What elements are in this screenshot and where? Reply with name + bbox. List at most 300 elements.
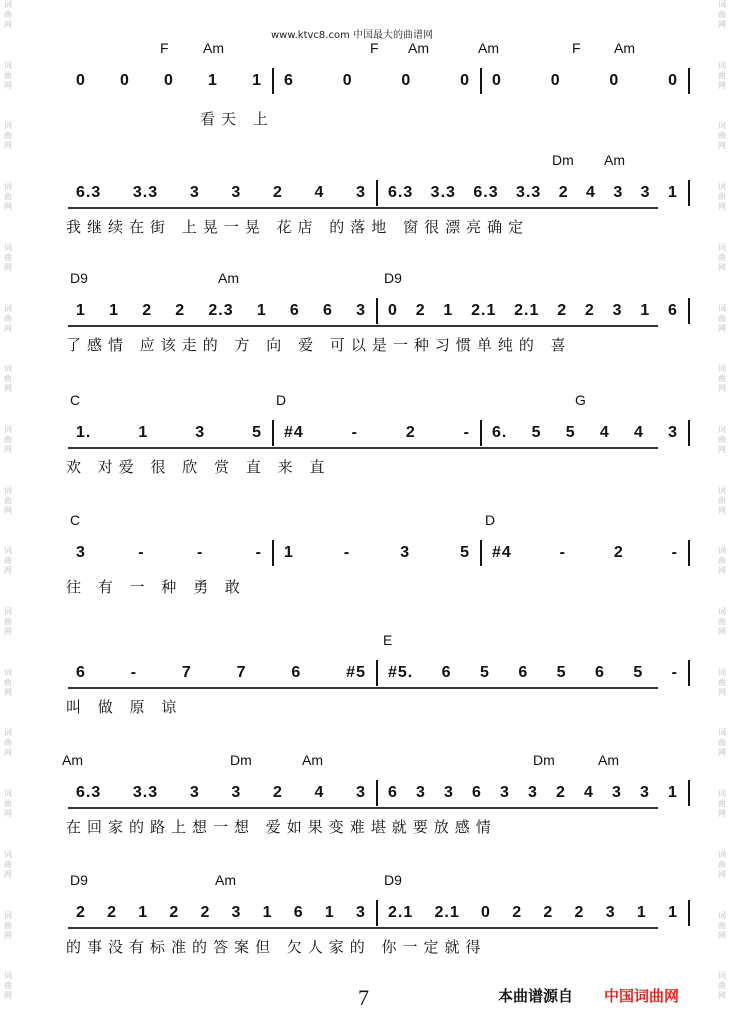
watermark-char: 词 bbox=[718, 303, 726, 313]
watermark-char: 网 bbox=[718, 930, 726, 940]
notation-line bbox=[66, 300, 690, 322]
note: 6 bbox=[668, 302, 678, 319]
measure bbox=[482, 424, 688, 442]
end-bar-line bbox=[688, 900, 690, 926]
note: 6 bbox=[323, 302, 333, 319]
note: 0 bbox=[609, 72, 620, 89]
chord-symbol: Am bbox=[604, 152, 625, 168]
watermark-char: 词 bbox=[718, 789, 726, 799]
watermark-char: 曲 bbox=[4, 192, 12, 202]
watermark-char: 网 bbox=[4, 930, 12, 940]
note: 2.1 bbox=[388, 904, 414, 921]
note: 3.3 bbox=[132, 784, 159, 801]
watermark-char: 词 bbox=[718, 182, 726, 192]
watermark-char: 曲 bbox=[718, 859, 726, 869]
note: 1 bbox=[668, 784, 678, 801]
note: 3 bbox=[231, 784, 242, 801]
note: 7 bbox=[181, 664, 192, 681]
note: 0 bbox=[401, 72, 412, 89]
watermark-char: 网 bbox=[718, 323, 726, 333]
note: 5 bbox=[556, 664, 567, 681]
chord-symbol: D9 bbox=[384, 872, 402, 888]
watermark-char: 网 bbox=[4, 323, 12, 333]
watermark-char: 词 bbox=[4, 242, 12, 252]
watermark-char: 词 bbox=[718, 60, 726, 70]
end-bar-line bbox=[688, 660, 690, 686]
chord-symbol: F bbox=[572, 40, 581, 56]
watermark-char: 网 bbox=[718, 505, 726, 515]
note: #5 bbox=[346, 664, 366, 681]
measure bbox=[66, 664, 376, 682]
note: 3 bbox=[356, 184, 366, 201]
note: #5. bbox=[388, 664, 414, 681]
note: 2 bbox=[142, 302, 153, 319]
watermark-char: 词 bbox=[4, 728, 12, 738]
watermark-char: 曲 bbox=[4, 556, 12, 566]
note: 3 bbox=[356, 302, 366, 319]
time-beam bbox=[68, 807, 658, 809]
watermark-char: 词 bbox=[718, 424, 726, 434]
note: 6 bbox=[518, 664, 529, 681]
lyric-line: 了感情 应该走的 方 向 爱 可以是一种习惯单纯的 喜 bbox=[66, 336, 572, 354]
note: 4 bbox=[633, 424, 644, 441]
watermark-char: 网 bbox=[4, 809, 12, 819]
watermark-char: 词 bbox=[718, 971, 726, 981]
note: 3 bbox=[189, 784, 200, 801]
watermark-char: 词 bbox=[4, 364, 12, 374]
notation-line bbox=[66, 782, 690, 804]
note: 3 bbox=[416, 784, 426, 801]
note: 1 bbox=[636, 904, 647, 921]
note: 3 bbox=[231, 904, 242, 921]
measure bbox=[66, 904, 376, 922]
lyric-line: 我继续在街 上晃一晃 花店 的落地 窗很漂亮确定 bbox=[66, 218, 530, 236]
measure bbox=[378, 302, 688, 320]
watermark-char: 词 bbox=[4, 60, 12, 70]
measure bbox=[378, 184, 688, 202]
note: 5 bbox=[460, 544, 470, 561]
end-bar-line bbox=[688, 420, 690, 446]
note: 2 bbox=[272, 184, 283, 201]
watermark-char: 词 bbox=[718, 0, 726, 9]
watermark-char: 网 bbox=[718, 627, 726, 637]
note: 0 bbox=[481, 904, 491, 921]
note: - bbox=[671, 664, 678, 681]
note: 0 bbox=[164, 72, 174, 89]
chord-symbol: D bbox=[485, 512, 496, 528]
chord-symbol: D9 bbox=[70, 270, 88, 286]
note: 1 bbox=[262, 904, 273, 921]
chord-symbol: Dm bbox=[230, 752, 252, 768]
note: #4 bbox=[492, 544, 512, 561]
note: 2 bbox=[584, 302, 595, 319]
note: 4 bbox=[586, 184, 596, 201]
notation-line bbox=[66, 542, 690, 564]
note: 1 bbox=[138, 424, 149, 441]
chord-symbol: D9 bbox=[384, 270, 402, 286]
note: 5 bbox=[480, 664, 490, 681]
time-beam bbox=[68, 325, 658, 327]
chord-symbol: Am bbox=[215, 872, 236, 888]
watermark-char: 曲 bbox=[4, 252, 12, 262]
note: 4 bbox=[599, 424, 610, 441]
chord-symbol: Am bbox=[218, 270, 239, 286]
end-bar-line bbox=[688, 780, 690, 806]
measure bbox=[378, 904, 688, 922]
time-beam bbox=[68, 687, 658, 689]
watermark-char: 词 bbox=[4, 546, 12, 556]
watermark-char: 词 bbox=[718, 607, 726, 617]
note: 3.3 bbox=[430, 184, 456, 201]
note: 5 bbox=[565, 424, 576, 441]
measure bbox=[66, 544, 272, 562]
watermark-char: 网 bbox=[718, 566, 726, 576]
lyric-line: 欢 对爱 很 欣 赏 直 来 直 bbox=[66, 458, 331, 476]
watermark-char: 网 bbox=[718, 262, 726, 272]
note: 3 bbox=[612, 302, 623, 319]
watermark-char: 网 bbox=[718, 809, 726, 819]
watermark-char: 曲 bbox=[4, 495, 12, 505]
note: 3 bbox=[231, 184, 242, 201]
note: 1 bbox=[109, 302, 119, 319]
note: - bbox=[463, 424, 470, 441]
notation-line bbox=[66, 182, 690, 204]
chord-symbol: Am bbox=[478, 40, 499, 56]
chord-symbol: Dm bbox=[533, 752, 555, 768]
chord-symbol: G bbox=[575, 392, 586, 408]
measure bbox=[378, 784, 688, 802]
notation-line bbox=[66, 70, 690, 92]
note: 0 bbox=[76, 72, 86, 89]
watermark-char: 词 bbox=[4, 424, 12, 434]
watermark-char: 曲 bbox=[4, 738, 12, 748]
note: 1 bbox=[284, 544, 294, 561]
watermark-char: 曲 bbox=[4, 799, 12, 809]
note: 6.3 bbox=[76, 784, 102, 801]
watermark-char: 网 bbox=[4, 627, 12, 637]
note: 2 bbox=[512, 904, 523, 921]
watermark-char: 曲 bbox=[4, 981, 12, 991]
note: 6 bbox=[284, 72, 294, 89]
watermark-char: 曲 bbox=[4, 617, 12, 627]
note: 4 bbox=[584, 784, 594, 801]
note: #4 bbox=[284, 424, 304, 441]
note: 2 bbox=[175, 302, 186, 319]
watermark-char: 网 bbox=[4, 687, 12, 697]
note: 5 bbox=[252, 424, 262, 441]
note: 6 bbox=[293, 904, 304, 921]
note: 2 bbox=[557, 302, 568, 319]
note: 0 bbox=[668, 72, 678, 89]
watermark-char: 词 bbox=[718, 121, 726, 131]
watermark-char: 曲 bbox=[718, 70, 726, 80]
watermark-char: 曲 bbox=[718, 617, 726, 627]
note: 1 bbox=[324, 904, 335, 921]
note: 5 bbox=[531, 424, 542, 441]
watermark-char: 网 bbox=[4, 262, 12, 272]
notation-line bbox=[66, 662, 690, 684]
note: 3 bbox=[528, 784, 538, 801]
measure bbox=[66, 302, 376, 320]
chord-symbol: E bbox=[383, 632, 393, 648]
note: 1 bbox=[138, 904, 149, 921]
note: 2 bbox=[405, 424, 416, 441]
time-beam bbox=[68, 927, 658, 929]
measure bbox=[482, 544, 688, 562]
note: 2 bbox=[415, 302, 426, 319]
note: 3 bbox=[612, 784, 622, 801]
note: 6 bbox=[441, 664, 452, 681]
watermark-char: 曲 bbox=[718, 495, 726, 505]
note: 2 bbox=[200, 904, 211, 921]
lyric-line: 在回家的路上想一想 爱如果变难堪就要放感情 bbox=[66, 818, 497, 836]
note: 2 bbox=[272, 784, 283, 801]
watermark-char: 曲 bbox=[718, 252, 726, 262]
watermark-char: 词 bbox=[4, 789, 12, 799]
watermark-char: 网 bbox=[718, 444, 726, 454]
note: 3 bbox=[640, 184, 651, 201]
note: - bbox=[130, 664, 138, 681]
watermark-char: 网 bbox=[718, 748, 726, 758]
watermark-char: 曲 bbox=[718, 920, 726, 930]
note: - bbox=[351, 424, 358, 441]
watermark-char: 词 bbox=[718, 667, 726, 677]
note: 6 bbox=[472, 784, 482, 801]
watermark-char: 网 bbox=[718, 202, 726, 212]
note: 1 bbox=[640, 302, 651, 319]
watermark-char: 网 bbox=[4, 80, 12, 90]
watermark-char: 词 bbox=[718, 728, 726, 738]
measure bbox=[482, 72, 688, 90]
note: 0 bbox=[492, 72, 502, 89]
note: 2 bbox=[543, 904, 554, 921]
measure bbox=[66, 184, 376, 202]
watermark-char: 网 bbox=[718, 384, 726, 394]
chord-symbol: C bbox=[70, 512, 81, 528]
lyric-line: 往 有 一 种 勇 敢 bbox=[66, 578, 246, 596]
note: 2.3 bbox=[208, 302, 234, 319]
watermark-char: 曲 bbox=[4, 70, 12, 80]
watermark-char: 网 bbox=[4, 444, 12, 454]
lyric-line: 看天 上 bbox=[200, 110, 274, 128]
note: 3 bbox=[668, 424, 678, 441]
watermark-char: 网 bbox=[4, 505, 12, 515]
watermark-char: 曲 bbox=[718, 677, 726, 687]
watermark-char: 网 bbox=[718, 687, 726, 697]
note: 7 bbox=[236, 664, 247, 681]
note: 1 bbox=[76, 302, 86, 319]
watermark-char: 词 bbox=[718, 485, 726, 495]
note: 3.3 bbox=[132, 184, 159, 201]
measure bbox=[66, 784, 376, 802]
watermark-char: 曲 bbox=[4, 313, 12, 323]
measure bbox=[274, 544, 480, 562]
note: 2 bbox=[613, 544, 624, 561]
measure bbox=[66, 72, 272, 90]
watermark-char: 曲 bbox=[718, 131, 726, 141]
note: - bbox=[559, 544, 566, 561]
watermark-char: 曲 bbox=[4, 374, 12, 384]
note: 6.3 bbox=[76, 184, 102, 201]
note: 3 bbox=[356, 784, 366, 801]
note: 6 bbox=[594, 664, 605, 681]
watermark-char: 词 bbox=[4, 485, 12, 495]
watermark-char: 网 bbox=[4, 202, 12, 212]
source-label: 本曲谱源自 bbox=[498, 987, 574, 1005]
note: 3 bbox=[640, 784, 650, 801]
note: 3 bbox=[355, 904, 366, 921]
watermark-char: 曲 bbox=[4, 677, 12, 687]
watermark-char: 网 bbox=[4, 384, 12, 394]
watermark-char: 曲 bbox=[718, 556, 726, 566]
time-beam bbox=[68, 207, 658, 209]
watermark-char: 词 bbox=[4, 303, 12, 313]
measure bbox=[66, 424, 272, 442]
note: 2 bbox=[76, 904, 86, 921]
site-url: www.ktvc8.com 中国最大的曲谱网 bbox=[271, 30, 434, 41]
lyric-line: 的事没有标准的答案但 欠人家的 你一定就得 bbox=[66, 938, 487, 956]
note: 1 bbox=[252, 72, 262, 89]
watermark-char: 曲 bbox=[718, 981, 726, 991]
note: 6 bbox=[291, 664, 302, 681]
measure bbox=[274, 424, 480, 442]
note: 0 bbox=[120, 72, 130, 89]
watermark-char: 网 bbox=[718, 991, 726, 1001]
watermark-char: 网 bbox=[718, 80, 726, 90]
watermark-char: 网 bbox=[4, 566, 12, 576]
watermark-char: 曲 bbox=[718, 738, 726, 748]
note: 3 bbox=[189, 184, 200, 201]
source-site: 中国词曲网 bbox=[604, 987, 680, 1005]
chord-symbol: Am bbox=[598, 752, 619, 768]
note: 0 bbox=[550, 72, 561, 89]
note: 4 bbox=[314, 784, 325, 801]
watermark-char: 曲 bbox=[718, 10, 726, 19]
watermark-char: 网 bbox=[718, 869, 726, 879]
note: 2 bbox=[574, 904, 585, 921]
page-number: 7 bbox=[358, 985, 369, 1010]
watermark-char: 词 bbox=[718, 849, 726, 859]
watermark-char: 词 bbox=[4, 0, 12, 9]
watermark-char: 网 bbox=[4, 991, 12, 1001]
note: 1. bbox=[76, 424, 92, 441]
chord-symbol: Am bbox=[408, 40, 429, 56]
watermark-char: 曲 bbox=[718, 374, 726, 384]
note: 3.3 bbox=[516, 184, 542, 201]
note: 3 bbox=[400, 544, 411, 561]
watermark-char: 曲 bbox=[718, 313, 726, 323]
watermark-char: 网 bbox=[718, 141, 726, 151]
note: 5 bbox=[633, 664, 644, 681]
end-bar-line bbox=[688, 298, 690, 324]
watermark-char: 词 bbox=[4, 121, 12, 131]
note: 6.3 bbox=[388, 184, 414, 201]
note: - bbox=[343, 544, 351, 561]
chord-symbol: D9 bbox=[70, 872, 88, 888]
watermark-char: 词 bbox=[4, 910, 12, 920]
note: 3 bbox=[195, 424, 206, 441]
chord-symbol: D bbox=[276, 392, 287, 408]
note: 1 bbox=[668, 904, 678, 921]
note: 1 bbox=[668, 184, 678, 201]
watermark-char: 词 bbox=[4, 849, 12, 859]
chord-symbol: F bbox=[370, 40, 379, 56]
note: 1 bbox=[208, 72, 218, 89]
note: 6.3 bbox=[473, 184, 499, 201]
note: 2 bbox=[558, 184, 569, 201]
note: 3 bbox=[76, 544, 86, 561]
watermark-char: 曲 bbox=[718, 434, 726, 444]
measure bbox=[378, 664, 688, 682]
note: 2 bbox=[169, 904, 180, 921]
end-bar-line bbox=[688, 540, 690, 566]
note: 0 bbox=[388, 302, 398, 319]
chord-symbol: Am bbox=[302, 752, 323, 768]
note: 6 bbox=[76, 664, 86, 681]
note: 6 bbox=[289, 302, 300, 319]
note: 3 bbox=[500, 784, 510, 801]
note: - bbox=[196, 544, 204, 561]
note: 0 bbox=[342, 72, 353, 89]
note: 2.1 bbox=[434, 904, 460, 921]
note: 6 bbox=[388, 784, 398, 801]
watermark-char: 网 bbox=[4, 141, 12, 151]
watermark-char: 网 bbox=[4, 20, 12, 29]
note: - bbox=[671, 544, 678, 561]
watermark-char: 词 bbox=[4, 667, 12, 677]
note: 3 bbox=[605, 904, 616, 921]
note: 0 bbox=[460, 72, 470, 89]
measure bbox=[274, 72, 480, 90]
note: 2.1 bbox=[514, 302, 540, 319]
note: - bbox=[138, 544, 145, 561]
time-beam bbox=[68, 447, 658, 449]
chord-symbol: F bbox=[160, 40, 169, 56]
watermark-char: 词 bbox=[4, 607, 12, 617]
watermark-char: 词 bbox=[4, 182, 12, 192]
chord-symbol: C bbox=[70, 392, 81, 408]
chord-symbol: Am bbox=[203, 40, 224, 56]
watermark-char: 曲 bbox=[4, 10, 12, 19]
note: 2 bbox=[556, 784, 566, 801]
watermark-char: 曲 bbox=[718, 799, 726, 809]
notation-line bbox=[66, 902, 690, 924]
lyric-line: 叫 做 原 谅 bbox=[66, 698, 183, 716]
notation-line bbox=[66, 422, 690, 444]
note: 4 bbox=[314, 184, 325, 201]
end-bar-line bbox=[688, 180, 690, 206]
note: 6. bbox=[492, 424, 508, 441]
note: 2 bbox=[107, 904, 118, 921]
chord-symbol: Am bbox=[62, 752, 83, 768]
watermark-char: 曲 bbox=[718, 192, 726, 202]
note: 3 bbox=[613, 184, 624, 201]
watermark-char: 词 bbox=[718, 242, 726, 252]
end-bar-line bbox=[688, 68, 690, 94]
note: 1 bbox=[256, 302, 267, 319]
watermark-char: 曲 bbox=[4, 131, 12, 141]
watermark-char: 网 bbox=[4, 869, 12, 879]
watermark-char: 词 bbox=[4, 971, 12, 981]
watermark-char: 词 bbox=[718, 364, 726, 374]
watermark-char: 曲 bbox=[4, 859, 12, 869]
watermark-char: 网 bbox=[4, 748, 12, 758]
watermark-char: 词 bbox=[718, 546, 726, 556]
chord-symbol: Dm bbox=[552, 152, 574, 168]
watermark-char: 词 bbox=[718, 910, 726, 920]
note: 3 bbox=[444, 784, 454, 801]
note: - bbox=[255, 544, 262, 561]
